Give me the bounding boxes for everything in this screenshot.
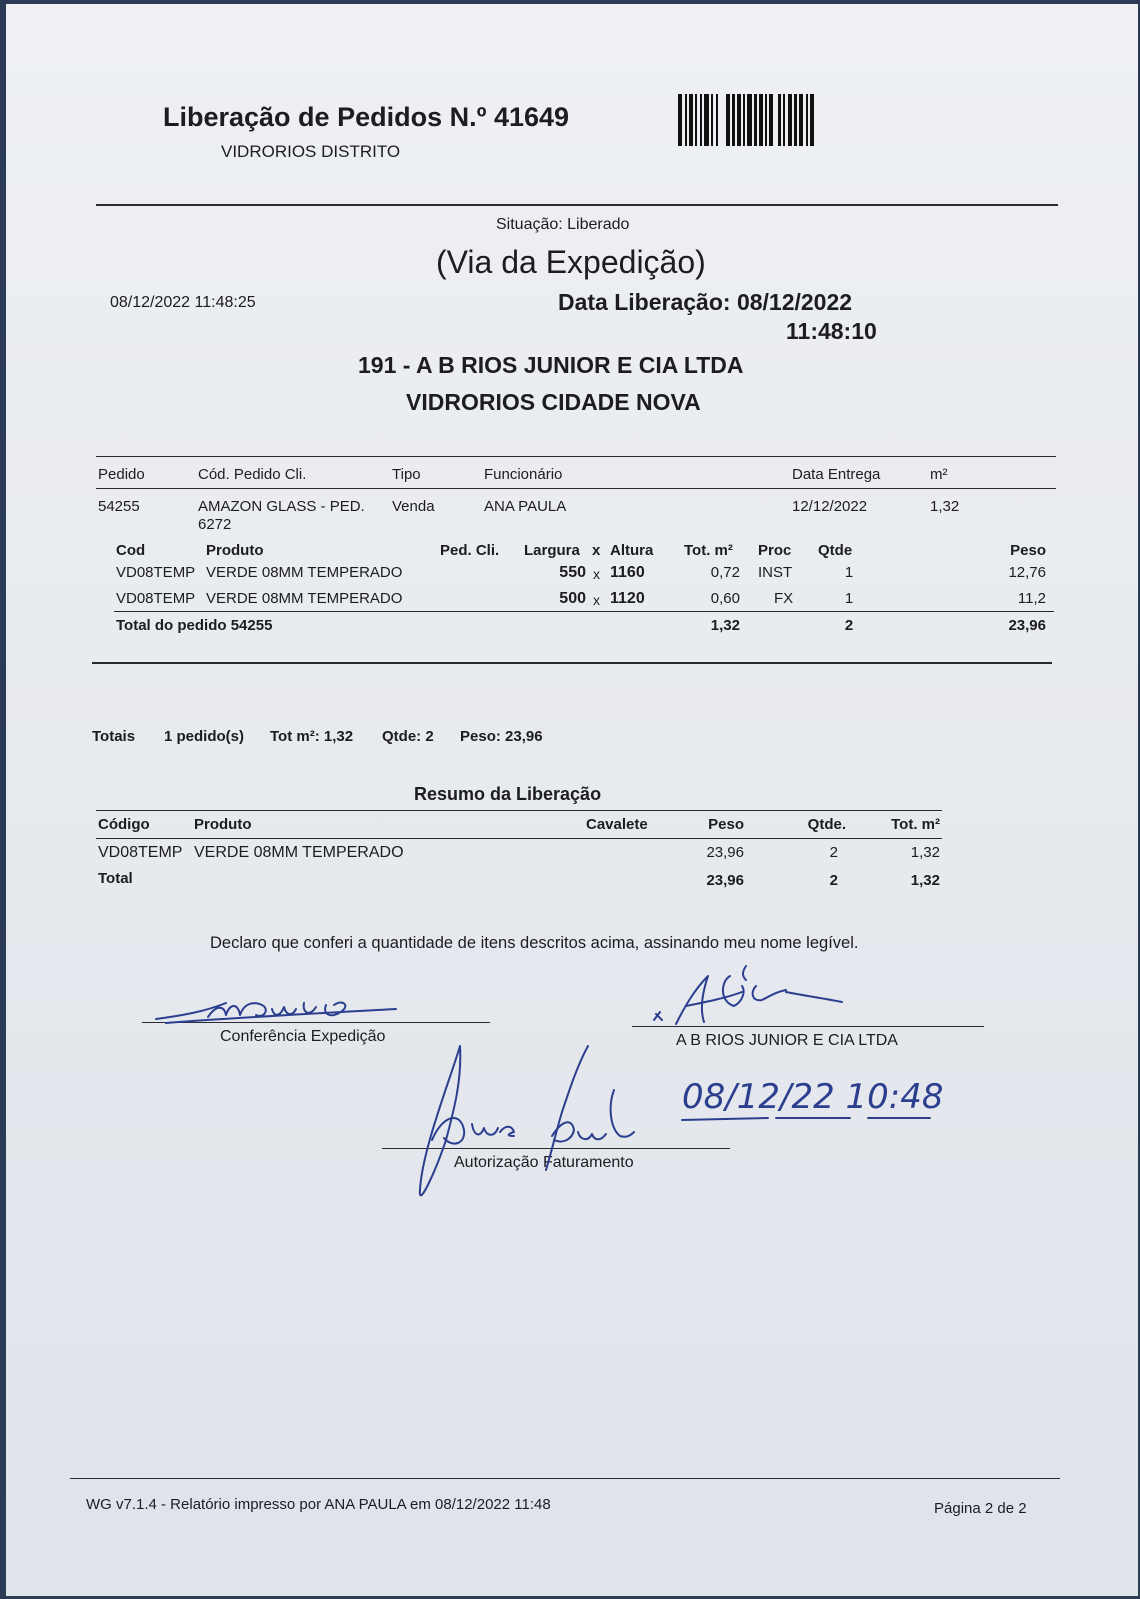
item-1-tot-m2: 0,72 (710, 564, 740, 581)
order-data-entrega: 12/12/2022 (792, 498, 868, 515)
order-total-peso: 23,96 (1008, 617, 1046, 634)
resumo-row-codigo: VD08TEMP (98, 844, 183, 861)
resumo-total-label: Total (98, 870, 133, 887)
resumo-total-tot-m2: 1,32 (910, 872, 940, 889)
order-header-tipo: Tipo (392, 466, 421, 483)
handwritten-date (682, 1076, 982, 1132)
item-2-qtde: 1 (844, 590, 854, 607)
order-cod-pedido-cli-cont: 6272 (198, 516, 232, 533)
order-section-end-line (92, 662, 1052, 664)
declaration-text: Declaro que conferi a quantidade de itens descritos acima, assinando meu nome legível. (210, 934, 859, 952)
totais-label: Totais (92, 728, 136, 745)
resumo-header-cavalete: Cavalete (586, 816, 648, 833)
order-m2: 1,32 (930, 498, 960, 515)
order-header-pedido: Pedido (98, 466, 145, 483)
items-header-tot-m2: Tot. m² (684, 542, 733, 559)
resumo-header-line (96, 838, 942, 839)
resumo-row-produto: VERDE 08MM TEMPERADO (194, 844, 404, 861)
resumo-row-peso: 23,96 (706, 844, 744, 861)
order-table-top-line (96, 456, 1056, 457)
order-header-data-entrega: Data Entrega (792, 466, 881, 483)
signature-label-cliente: A B RIOS JUNIOR E CIA LTDA (676, 1032, 898, 1049)
resumo-header-peso: Peso (708, 816, 744, 833)
handwritten-date-text: 08/12/22 10:48 (682, 1077, 944, 1117)
release-time: 11:48:10 (786, 318, 877, 344)
items-header-peso: Peso (1010, 542, 1046, 559)
client-store: VIDRORIOS CIDADE NOVA (406, 389, 701, 415)
document-title: Liberação de Pedidos N.º 41649 (163, 102, 570, 132)
totais-pedidos: 1 pedido(s) (164, 728, 245, 745)
resumo-header-codigo: Código (98, 816, 150, 833)
resumo-row-tot-m2: 1,32 (910, 844, 940, 861)
resumo-top-line (96, 810, 942, 811)
resumo-header-tot-m2: Tot. m² (891, 816, 940, 833)
order-header-m2: m² (930, 466, 948, 483)
footer-line (70, 1478, 1060, 1479)
header-divider (96, 204, 1058, 206)
handwritten-signature-autorizacao (402, 1040, 662, 1210)
items-header-cod: Cod (116, 542, 146, 559)
item-1-qtde: 1 (844, 564, 854, 581)
order-total-tot-m2: 1,32 (710, 617, 740, 634)
resumo-row-qtde: 2 (829, 844, 838, 861)
handwritten-signature-cliente (646, 962, 866, 1032)
item-2-cod: VD08TEMP (116, 590, 196, 607)
footer-printed-by: WG v7.1.4 - Relatório impresso por ANA PAULA em 08/12/2022 11:48 (86, 1496, 551, 1513)
items-header-qtde: Qtde (818, 542, 853, 559)
totais-tot-m2: Tot m²: 1,32 (270, 728, 354, 745)
totais-qtde: Qtde: 2 (382, 728, 434, 745)
via-label: (Via da Expedição) (436, 244, 706, 280)
order-funcionario: ANA PAULA (484, 498, 567, 515)
item-1-cod: VD08TEMP (116, 564, 196, 581)
items-header-largura: Largura (524, 542, 580, 559)
item-2-altura: 1120 (610, 590, 645, 607)
order-tipo: Venda (392, 498, 435, 515)
resumo-total-qtde: 2 (829, 872, 838, 889)
item-2-proc: FX (774, 590, 794, 607)
barcode-image (678, 94, 814, 146)
item-1-produto: VERDE 08MM TEMPERADO (206, 564, 403, 581)
handwritten-signature-conferencia (146, 989, 406, 1029)
status-label: Situação: Liberado (496, 216, 630, 233)
resumo-header-produto: Produto (194, 816, 252, 833)
order-header-funcionario: Funcionário (484, 466, 563, 483)
items-total-line (114, 611, 1054, 612)
item-1-x: x (593, 566, 600, 582)
order-header-line (96, 488, 1056, 489)
item-2-peso: 11,2 (1017, 590, 1046, 607)
resumo-title: Resumo da Liberação (414, 784, 602, 804)
printed-timestamp: 08/12/2022 11:48:25 (110, 294, 256, 311)
items-header-proc: Proc (758, 542, 792, 559)
order-cod-pedido-cli: AMAZON GLASS - PED. (198, 498, 365, 515)
items-header-ped-cli: Ped. Cli. (440, 542, 500, 559)
item-1-peso: 12,76 (1008, 564, 1046, 581)
item-1-altura: 1160 (610, 564, 645, 581)
release-date: Data Liberação: 08/12/2022 (558, 289, 853, 315)
order-total-label: Total do pedido 54255 (116, 617, 273, 634)
resumo-total-peso: 23,96 (706, 872, 744, 889)
items-header-x: x (592, 542, 601, 559)
order-pedido: 54255 (98, 498, 140, 515)
order-total-qtde: 2 (844, 617, 854, 634)
item-2-x: x (593, 592, 600, 608)
footer-page-number: Página 2 de 2 (934, 1500, 1027, 1517)
item-2-produto: VERDE 08MM TEMPERADO (206, 590, 403, 607)
order-header-cod-pedido-cli: Cód. Pedido Cli. (198, 466, 307, 483)
item-2-largura: 500 (559, 590, 586, 607)
totais-peso: Peso: 23,96 (460, 728, 543, 745)
item-2-tot-m2: 0,60 (710, 590, 740, 607)
signature-label-conferencia: Conferência Expedição (220, 1028, 386, 1045)
item-1-largura: 550 (559, 564, 586, 581)
items-header-altura: Altura (610, 542, 654, 559)
company-name: VIDRORIOS DISTRITO (221, 142, 401, 161)
items-header-produto: Produto (206, 542, 264, 559)
document-page (6, 4, 1138, 1596)
client-name: 191 - A B RIOS JUNIOR E CIA LTDA (358, 352, 744, 378)
signature-label-autorizacao: Autorização Faturamento (454, 1154, 634, 1171)
item-1-proc: INST (758, 564, 793, 581)
resumo-header-qtde: Qtde. (807, 816, 846, 833)
